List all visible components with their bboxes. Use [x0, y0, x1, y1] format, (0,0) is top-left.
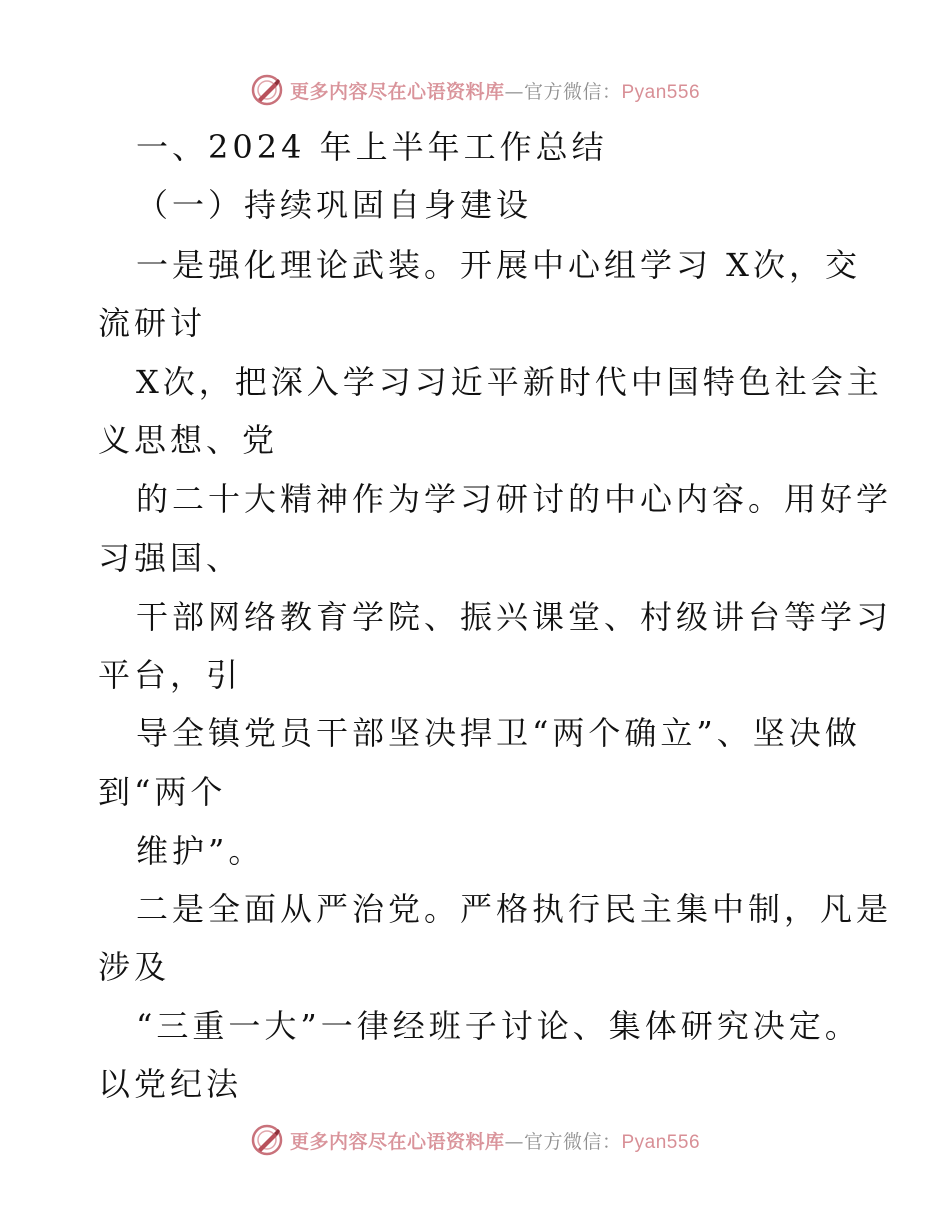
watermark-official-label: 官方微信：	[523, 80, 622, 103]
section-heading: 一、2024 年上半年工作总结	[136, 128, 608, 166]
paragraph-line: 维护”。	[136, 832, 265, 870]
paragraph-line: 以党纪法	[98, 1065, 243, 1103]
paragraph-line: X次，把深入学习习近平新时代中国特色社会主	[136, 363, 883, 401]
watermark-dash: —	[504, 80, 524, 103]
watermark-brand: 更多内容尽在心语资料库	[289, 1130, 505, 1153]
watermark-official-label: 官方微信：	[523, 1130, 622, 1153]
paragraph-line: 二是全面从严治党。严格执行民主集中制，凡是	[136, 890, 893, 928]
paragraph-line: 涉及	[98, 948, 171, 986]
watermark-brand: 更多内容尽在心语资料库	[289, 80, 505, 103]
paragraph-line: 的二十大精神作为学习研讨的中心内容。用好学	[136, 480, 893, 518]
pen-logo-icon	[250, 1123, 284, 1157]
paragraph-line: 导全镇党员干部坚决捍卫“两个确立”、坚决做	[136, 714, 861, 752]
watermark-wechat-id: Pyan556	[621, 1131, 701, 1153]
watermark-footer	[0, 1118, 950, 1162]
paragraph-line: 到“两个	[98, 773, 227, 811]
paragraph-line: 习强国、	[98, 539, 243, 577]
paragraph-line: 一是强化理论武装。开展中心组学习 X次，交	[136, 246, 861, 284]
paragraph-line: “三重一大”一律经班子讨论、集体研究决定。	[136, 1007, 861, 1045]
paragraph-line: 干部网络教育学院、振兴课堂、村级讲台等学习	[136, 598, 893, 636]
paragraph-line: 平台，引	[98, 656, 243, 694]
subsection-heading: （一）持续巩固自身建设	[136, 186, 533, 224]
paragraph-line: 义思想、党	[98, 421, 279, 459]
watermark-text	[290, 1127, 700, 1154]
paragraph-line: 流研讨	[98, 304, 207, 342]
watermark-wechat-id: Pyan556	[621, 81, 701, 103]
watermark-dash: —	[504, 1130, 524, 1153]
